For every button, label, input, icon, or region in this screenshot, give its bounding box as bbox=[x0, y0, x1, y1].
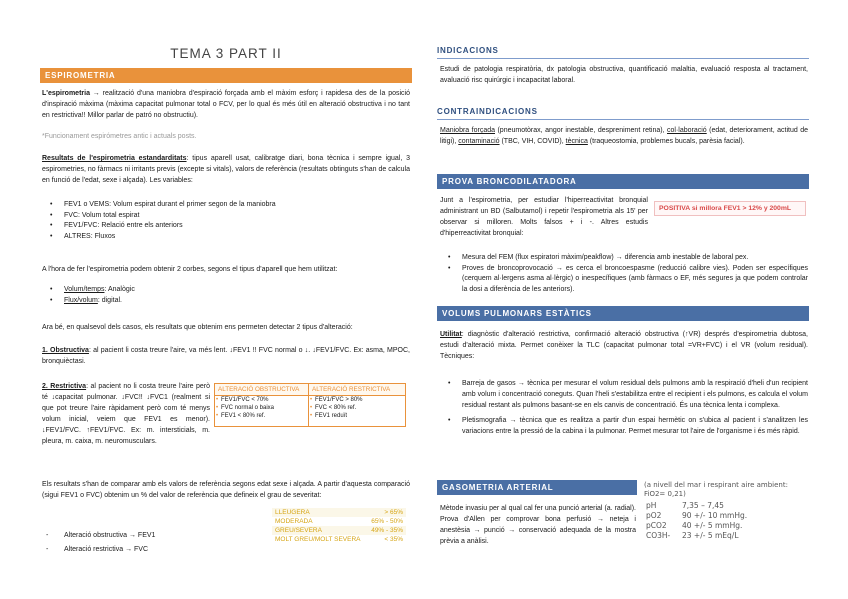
restrictiva-text: : al pacient no li costa treure l'aire però té ↓capacitat pulmonar. ↓FVC!! ↓FVC1 (realment si que pot treure l'aire ràpidament però com té menys volum inicial, veiem que FEV1 es menor). ↓FEV1/FVC. ↑FEV1/FVC. Ex: m. intersticials, m. pleura, m. caixa, m. neuromusculars. bbox=[42, 383, 210, 445]
detect-text: Ara bé, en qualsevol dels casos, els resultats que obtenim ens permeten detectar 2 tipus d'alteració: bbox=[42, 324, 353, 331]
ci-term: Maniobra forçada bbox=[440, 127, 495, 134]
list-item: - Alteració restrictiva → FVC bbox=[42, 543, 262, 557]
alteration-table bbox=[214, 383, 406, 427]
prova-heading: PROVA BRONCODILATADORA bbox=[437, 174, 809, 189]
list-item: • Pletismografia → tècnica que es realitza a partir d'un espai hermètic on s'ubica al pacient i s'analitzen les variacions entre la pressió de la cabina i la pulmonar. Permet mesurar tot l'aire de l'organisme i és més ràpid. bbox=[440, 415, 808, 437]
severity-label: GREU/SEVERA bbox=[275, 527, 322, 534]
restrictiva-paragraph bbox=[42, 381, 210, 447]
ci-text: (TBC, VIH, COVID), bbox=[499, 138, 566, 145]
espirometria-note: *Funcionament espirómetres antic i actuals posts. bbox=[42, 133, 197, 140]
results-text: : tipus aparell usat, calibratge diari, bona tècnica i sempre igual, 3 espirometries, no fàrmacs ni irritants previs (excepte si vitals), valors de referència (resultats obtinguts s'han de calcula en funció de l'edat, sexe i alçada). Les variables: bbox=[42, 155, 410, 184]
gas-label: pCO2 bbox=[646, 521, 667, 530]
severity-row bbox=[272, 535, 406, 544]
severity-row bbox=[272, 508, 406, 517]
list-item: • Mesura del FEM (flux espiratori màxim/peakflow) → diferencia amb inestable de laboral pex. bbox=[440, 253, 808, 264]
severity-table bbox=[272, 508, 406, 544]
gas-value: 40 +/- 5 mmHg. bbox=[682, 521, 743, 530]
severity-value: 65% - 50% bbox=[371, 518, 403, 525]
gas-values-box bbox=[644, 481, 810, 541]
page-title: TEMA 3 PART II bbox=[170, 46, 282, 61]
severity-row bbox=[272, 526, 406, 535]
utilitat-text: : diagnòstic d'alteració restrictiva, confirmació alteració obstructiva (↑VR) després d'espirometria dubtosa, estudi d'alteració mixta. Permet conèixer la TLC (capacitat pulmonar total =VR+FVC) i el VR (volum residual). Tècniques: bbox=[440, 331, 808, 360]
gas-row bbox=[644, 521, 810, 531]
gas-label: pO2 bbox=[646, 511, 662, 520]
severity-label: LLEUGERA bbox=[275, 509, 310, 516]
obstructiva-text: : al pacient li costa treure l'aire, va més lent. ↓FEV1 !! FVC normal o ↓. ↓FEV1/FVC. Ex: asma, MPOC, bronquièctasi. bbox=[42, 347, 410, 365]
restrictiva-label: 2. Restrictiva bbox=[42, 383, 87, 390]
volums-utilitat bbox=[440, 329, 808, 362]
curve-value: : digital. bbox=[97, 296, 122, 304]
obstructive-header: ALTERACIÓ OBSTRUCTIVA bbox=[215, 384, 308, 396]
contraindicacions-heading: CONTRAINDICACIONS bbox=[437, 107, 809, 120]
compare-text: Els resultats s'han de comparar amb els valors de referència segons edat sexe i alçada. A partir d'aquesta comparació (sigui FEV1 o FVC) obtenim un % del valor de referència que defineix el grau de severitat: bbox=[42, 481, 410, 499]
restrictive-column bbox=[309, 384, 405, 426]
results-paragraph bbox=[42, 153, 410, 186]
espirometria-heading: ESPIROMETRIA bbox=[40, 68, 412, 83]
ci-term: contaminació bbox=[458, 138, 500, 145]
gas-row bbox=[644, 501, 810, 511]
results-label: Resultats de l'espirometria estandarditats bbox=[42, 155, 187, 162]
severity-row bbox=[272, 517, 406, 526]
gas-value: 90 +/- 10 mmHg. bbox=[682, 511, 748, 520]
gas-label: pH bbox=[646, 501, 657, 510]
table-cell: • FVC < 80% ref. bbox=[309, 404, 405, 412]
obstructiva-label: 1. Obstructiva bbox=[42, 347, 89, 354]
severity-value: > 65% bbox=[384, 509, 403, 516]
prova-text: Junt a l'espirometria, per estudiar l'hiperreactivitat bronquial administrant un BD (Salbutamol) i repetir l'espirometria als 15' per observar si milloren. Molts falsos + i -. Altres estudis d'hiperreactivitat bronquial: bbox=[440, 197, 648, 237]
gas-value: 23 +/- 5 mEq/L bbox=[682, 531, 739, 540]
intro-bold: L'espirometria bbox=[42, 90, 90, 97]
indicacions-text: Estudi de patologia respiratòria, dx patologia obstructiva, quantificació malaltia, evaluació resposta al tractament, avaluació risc quirúrgic i incapacitat laboral. bbox=[440, 66, 808, 84]
table-cell: • FEV1 reduït bbox=[309, 412, 405, 420]
ci-text: (traqueostomia, problemes bucals, parèsia facial). bbox=[587, 138, 745, 145]
gas-label: CO3H- bbox=[646, 531, 671, 540]
gasometria-heading: GASOMETRIA ARTERIAL bbox=[437, 480, 637, 495]
gasometria-text: Mètode invasiu per al qual cal fer una punció arterial (a. radial). Prova d'Allen per comprovar bona perfusió → neteja i anestèsia → punció → conservació adequada de la mostra prèvia a anàlisi. bbox=[440, 505, 636, 545]
prova-list bbox=[440, 253, 808, 295]
curve-value: : Analògic bbox=[104, 286, 135, 293]
obstructiva-paragraph bbox=[42, 345, 410, 367]
list-item: • FVC: Volum total espirat bbox=[42, 211, 410, 222]
list-item: • Proves de broncoprovocació → es cerca el broncoespasme (reducció calibre vies). Poden ser específiques (cerquem al·lergens asma al·lèrgic) o inespecífiques (amb fàrmacs o EF, més segures ja que podem controlar la dosi a diferència de les anteriors). bbox=[440, 264, 808, 296]
ci-term: tècnica bbox=[565, 138, 588, 145]
obstructive-column bbox=[215, 384, 309, 426]
volums-list bbox=[440, 378, 808, 437]
table-cell: • FEV1/FVC < 70% bbox=[215, 396, 308, 404]
ci-term: col·laboració bbox=[667, 127, 707, 134]
list-item bbox=[42, 285, 410, 296]
table-cell: • FEV1/FVC > 80% bbox=[309, 396, 405, 404]
ci-text: (pneumotòrax, angor inestable, despreniment retina), bbox=[495, 127, 667, 134]
gas-row bbox=[644, 511, 810, 521]
indicacions-heading: INDICACIONS bbox=[437, 46, 809, 59]
gas-box-title: (a nivell del mar i respirant aire ambient: FiO2= 0,21) bbox=[644, 481, 788, 498]
restrictive-header: ALTERACIÓ RESTRICTIVA bbox=[309, 384, 405, 396]
severity-value: 49% - 35% bbox=[371, 527, 403, 534]
severity-label: MOLT GREU/MOLT SEVERA bbox=[275, 536, 361, 543]
severity-list bbox=[42, 529, 262, 557]
gas-row bbox=[644, 531, 810, 541]
list-item: - Alteració obstructiva → FEV1 bbox=[42, 529, 262, 543]
gas-value: 7,35 – 7,45 bbox=[682, 501, 724, 510]
list-item: • FEV1/FVC: Relació entre els anteriors bbox=[42, 221, 410, 232]
list-item: • ALTRES: Fluxos bbox=[42, 232, 410, 243]
espirometria-intro bbox=[42, 88, 410, 121]
list-item: • FEV1 o VEMS: Volum espirat durant el primer segon de la maniobra bbox=[42, 200, 410, 211]
table-cell: • FEV1 < 80% ref. bbox=[215, 412, 308, 420]
intro-text: → realització d'una maniobra d'espiració forçada amb el màxim esforç i rapidesa des de la posició d'inspiració màxima (màxima capacitat pulmonar total o FCV, per lo qual és més útil en alteració obstructiva i no tant en restrictiva!! Millor parlar de patró no obstructiu). bbox=[42, 90, 410, 119]
ci-text: (edat, deteriorament, actitud de litigi), bbox=[440, 127, 808, 145]
severity-value: < 35% bbox=[384, 536, 403, 543]
severity-label: MODERADA bbox=[275, 518, 313, 525]
table-cell: • FVC normal o baixa bbox=[215, 404, 308, 412]
curves-list bbox=[42, 285, 410, 306]
volums-heading: VOLUMS PULMONARS ESTÀTICS bbox=[437, 306, 809, 321]
utilitat-label: Utilitat bbox=[440, 331, 462, 338]
variables-list bbox=[42, 200, 410, 242]
list-item: • Barreja de gasos → tècnica per mesurar el volum residual dels pulmons amb la respiració d'heli d'un recipient amb volum i concentració coneguts. Quan l'heli s'estabilitza entre el recipient i els pulmons, es calcula el volum residual restant als pulmons basant-se en els canvis de concentració. És una tècnica lenta i complexa. bbox=[440, 378, 808, 411]
curves-text: A l'hora de fer l'espirometria podem obtenir 2 corbes, segons el tipus d'aparell que hem utilitzat: bbox=[42, 266, 338, 273]
positive-badge: POSITIVA si millora FEV1 > 12% y 200mL bbox=[654, 201, 806, 216]
curve-label: Volum/temps bbox=[64, 286, 105, 293]
curve-label: Flux/volum bbox=[64, 296, 98, 304]
contraindicacions-text bbox=[440, 125, 808, 147]
list-item bbox=[42, 296, 410, 307]
